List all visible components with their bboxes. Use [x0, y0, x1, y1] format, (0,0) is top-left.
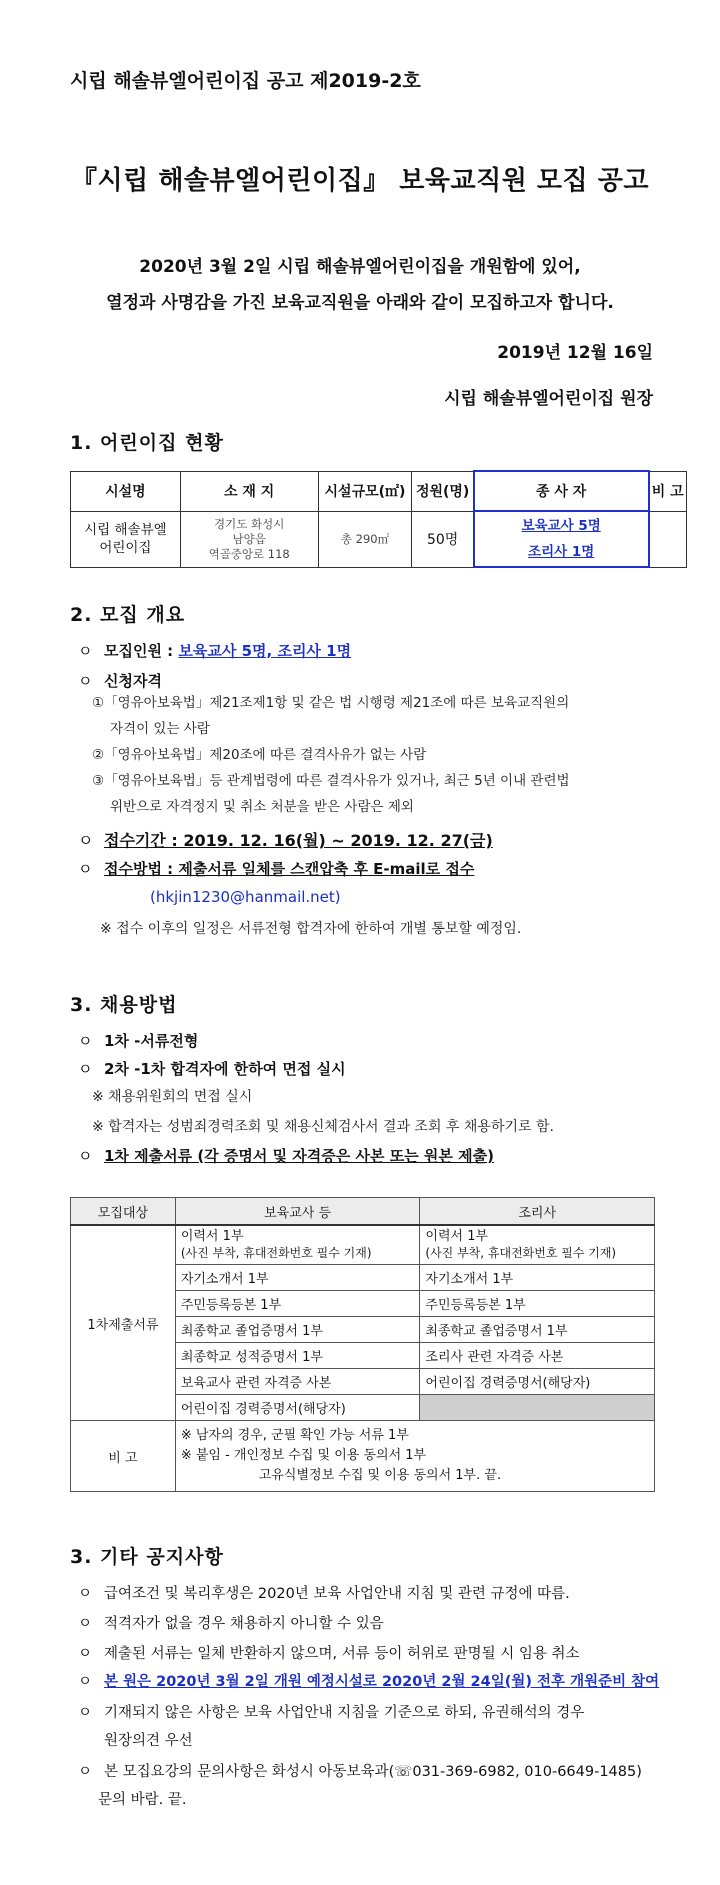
notice-item-5: ㅇ 기재되지 않은 사항은 보육 사업안내 지침을 기준으로 하되, 유권해석의 경우 [78, 1705, 585, 1721]
notice-number: 시립 해솔뷰엘어린이집 공고 제2019-2호 [70, 70, 421, 92]
qualification-list: ①「영유아보육법」제21조제1항 및 같은 법 시행령 제21조에 따른 보육교직원의 자격이 있는 사람 ②「영유아보육법」제20조에 따른 결격사유가 없는 사람 ③「영유아보육법」등 관계법령에 따른 결격사유가 있거나, 최근 5년 이내 관련법 위반으로 자격정지 및 취소 처분을 받은 사람은 제외 [92, 695, 570, 815]
row-label-documents: 1차제출서류 [71, 1225, 176, 1421]
cell-facility-name: 시립 해솔뷰엘 어린이집 [71, 511, 181, 567]
row-label-remarks: 비 고 [71, 1421, 176, 1492]
teacher-doc-3: 주민등록등본 1부 [175, 1291, 420, 1317]
documents-table [70, 1197, 655, 1492]
notice-item-5-cont: 원장의견 우선 [104, 1733, 193, 1749]
cook-doc-6: 어린이집 경력증명서(해당자) [420, 1369, 655, 1395]
section3-heading: 3. 채용방법 [70, 994, 178, 1016]
interview-note: ※ 채용위원회의 면접 실시 [92, 1089, 253, 1105]
cook-doc-empty [420, 1395, 655, 1421]
cell-capacity: 50명 [412, 511, 474, 567]
header-target: 모집대상 [71, 1198, 176, 1226]
recruit-line: ㅇ 모집인원 : 보육교사 5명, 조리사 1명 [78, 642, 352, 660]
step-2: ㅇ 2차 -1차 합격자에 한하여 면접 실시 [78, 1060, 346, 1078]
check-note: ※ 합격자는 성범죄경력조회 및 채용신체검사서 결과 조회 후 채용하기로 함. [92, 1119, 554, 1135]
section1-heading: 1. 어린이집 현황 [70, 432, 224, 454]
notice-item-2: ㅇ 적격자가 없을 경우 채용하지 아니할 수 있음 [78, 1616, 384, 1632]
cell-staff: 보육교사 5명 조리사 1명 [474, 511, 649, 567]
schedule-note: ※ 접수 이후의 일정은 서류전형 합격자에 한하여 개별 통보할 예정임. [100, 921, 522, 937]
cook-doc-1: 이력서 1부 (사진 부착, 휴대전화번호 필수 기재) [420, 1225, 655, 1265]
docs-heading: ㅇ 1차 제출서류 (각 증명서 및 자격증은 사본 또는 원본 제출) [78, 1147, 494, 1165]
page-title: 『시립 해솔뷰엘어린이집』 보육교직원 모집 공고 [71, 166, 649, 196]
teacher-doc-6: 보육교사 관련 자격증 사본 [175, 1369, 420, 1395]
notice-date: 2019년 12월 16일 [497, 343, 653, 363]
cell-location: 경기도 화성시 남양읍 역골중앙로 118 [180, 511, 318, 567]
cook-doc-4: 최종학교 졸업증명서 1부 [420, 1317, 655, 1343]
header-capacity: 정원(명) [412, 471, 474, 511]
facility-table [70, 470, 687, 568]
notice-item-3: ㅇ 제출된 서류는 일체 반환하지 않으며, 서류 등이 허위로 판명될 시 임용 취소 [78, 1646, 580, 1662]
intro-line-1: 2020년 3월 2일 시립 해솔뷰엘어린이집을 개원함에 있어, [139, 257, 581, 277]
notice-item-6: ㅇ 본 모집요강의 문의사항은 화성시 아동보육과(☏031-369-6982, 010-6649-1485) [78, 1764, 642, 1780]
teacher-doc-5: 최종학교 성적증명서 1부 [175, 1343, 420, 1369]
teacher-doc-1: 이력서 1부 (사진 부착, 휴대전화번호 필수 기재) [175, 1225, 420, 1265]
notice-item-6-cont: 문의 바람. 끝. [98, 1792, 187, 1808]
cook-doc-2: 자기소개서 1부 [420, 1265, 655, 1291]
intro-line-2: 열정과 사명감을 가진 보육교직원을 아래와 같이 모집하고자 합니다. [106, 293, 614, 313]
application-method: ㅇ 접수방법 : 제출서류 일체를 스캔압축 후 E-mail로 접수 [78, 860, 475, 878]
cook-doc-3: 주민등록등본 1부 [420, 1291, 655, 1317]
teacher-doc-4: 최종학교 졸업증명서 1부 [175, 1317, 420, 1343]
notice-item-4: ㅇ 본 원은 2020년 3월 2일 개원 예정시설로 2020년 2월 24일(월) 전후 개원준비 참여 [78, 1674, 660, 1690]
step-1: ㅇ 1차 -서류전형 [78, 1032, 199, 1050]
notice-item-1: ㅇ 급여조건 및 복리후생은 2020년 보육 사업안내 지침 및 관련 규정에 따름. [78, 1586, 570, 1602]
header-cook: 조리사 [420, 1198, 655, 1226]
section2-heading: 2. 모집 개요 [70, 604, 186, 626]
teacher-doc-2: 자기소개서 1부 [175, 1265, 420, 1291]
header-teacher: 보육교사 등 [175, 1198, 420, 1226]
remarks-cell: ※ 남자의 경우, 군필 확인 가능 서류 1부 ※ 붙임 - 개인정보 수집 및 이용 동의서 1부 고유식별정보 수집 및 이용 동의서 1부. 끝. [175, 1421, 654, 1492]
qualification-heading: ㅇ 신청자격 [78, 672, 162, 690]
header-note: 비 고 [649, 471, 687, 511]
teacher-doc-7: 어린이집 경력증명서(해당자) [175, 1395, 420, 1421]
cell-note [649, 511, 687, 567]
cook-doc-5: 조리사 관련 자격증 사본 [420, 1343, 655, 1369]
header-location: 소 재 지 [180, 471, 318, 511]
header-staff: 종 사 자 [474, 471, 649, 511]
header-size: 시설규모(㎡) [318, 471, 412, 511]
contact-email[interactable]: (hkjin1230@hanmail.net) [150, 888, 341, 906]
cell-size: 총 290㎡ [318, 511, 412, 567]
application-period: ㅇ 접수기간 : 2019. 12. 16(월) ~ 2019. 12. 27(금) [78, 831, 493, 850]
signature: 시립 해솔뷰엘어린이집 원장 [444, 389, 653, 409]
section4-heading: 3. 기타 공지사항 [70, 1546, 224, 1568]
header-facility-name: 시설명 [71, 471, 181, 511]
